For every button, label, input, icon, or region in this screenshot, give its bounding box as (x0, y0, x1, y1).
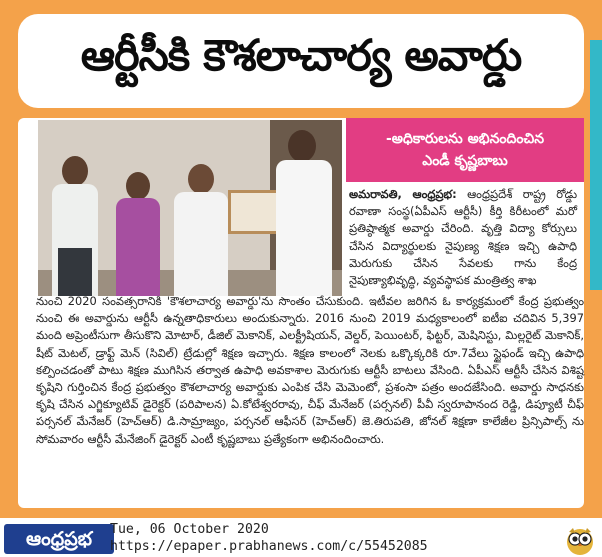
dateline: అమరావతి, ఆంధ్రప్రభ: (349, 187, 457, 201)
accent-strip (590, 40, 602, 290)
subheadline-line-2: ఎండీ కృష్ణబాబు (422, 153, 508, 169)
owl-mascot-icon[interactable] (564, 524, 596, 556)
subheadline-box (346, 118, 584, 182)
headline: ఆర్టీసీకి కౌశలాచార్య అవార్డు (80, 31, 522, 81)
footer-bar (0, 518, 602, 557)
subheadline-line-1: -అధికారులను అభినందించిన (385, 131, 545, 147)
article-side-body: ఆంధ్రప్రదేశ్ రాష్ట్ర రోడ్డు రవాణా సంస్థ(ఏపీఎస్ ఆర్టీసీ) కీర్తి కిరీటంలో మరో ప్రతిష్ఠాత్మక అవార్డు చేరింది. వృత్తి విద్యా కోర్సులు చేసిన విద్యార్థులకు నైపుణ్య శిక్షణ ఇచ్చి ఉపాధి మెరుగుకు చేసిన సేవలకు గాను కేంద్ర నైపుణ్యాభివృద్ధి, వ్యవస్థాపక మంత్రిత్వ శాఖ (349, 187, 578, 288)
edition-date: Tue, 06 October 2020 (110, 522, 269, 537)
article-text-full: నుంచి 2020 సంవత్సరానికి 'కౌశలాచార్య అవార్డు'ను సొంతం చేసుకుంది. ఇటీవల జరిగిన ఓ కార్యక్రమంలో కేంద్ర ప్రభుత్వం నుంచి ఈ అవార్డును ఆర్టీసీ ఉన్నతాధికారులు అందుకున్నారు. 2016 నుంచి 2019 మధ్యకాలంలో ఐటీఐ చదివిన 5,397 మంది అప్రెంటీసుగా తీసుకొని మోటార్, డీజిల్ మెకానిక్, ఎలక్ట్రీషియన్, వెల్డర్, పెయింటర్, ఫిట్టర్, మెషినిస్టు, మిల్లరైట్ మెకానిక్, షీట్ మెటల్, డ్రాఫ్ట్ మెన్ (సివిల్) ట్రేడుల్లో శిక్షణ ఇచ్చారు. శిక్షణ కాలంలో నెలకు ఒక్కొక్కరికి రూ.7వేలు స్టైఫండ్ ఇచ్చి ఉపాధి కల్పించడంతో పాటు శిక్షణ ముగిసిన తర్వాత ఉపాధి అవకాశాల మెరుగుకు ఆర్టీసీ బాటలు వేసింది. ఏపీఎస్ ఆర్టీసీ చేసిన విశిష్ట కృషిని గుర్తించిన కేంద్ర ప్రభుత్వం కౌశలాచార్య అవార్డుకు ఎంపిక చేసి మెమెంటో, ప్రశంసా పత్రం అందజేసింది. అవార్డు సాధనకు కృషి చేసిన ఎగ్జిక్యూటివ్ డైరెక్టర్ (పరిపాలన) ఏ.కోటేశ్వరరావు, చీఫ్ మేనేజర్ (పర్సనల్) పీవీ స్వరూపానంద రెడ్డి, డిప్యూటీ చీఫ్ పర్సనల్ మేనేజర్ (హెచ్ఆర్) డి.సామ్రాజ్యం, పర్సనల్ ఆఫీసర్ (హెచ్ఆర్) జె.తిరుపతి, జోనల్ శిక్షణా కాలేజీల ప్రిన్సిపాల్స్ ను సోమవారం ఆర్టీసీ మేనేజింగ్ డైరెక్టర్ ఎంటీ కృష్ణబాబు ప్రత్యేకంగా అభినందించారు. (36, 294, 584, 446)
award-photo (38, 120, 342, 296)
edition-url[interactable]: https://epaper.prabhanews.com/c/55452085 (110, 539, 428, 554)
headline-box (18, 14, 584, 108)
article-text-side (349, 186, 577, 289)
edition-meta (110, 521, 428, 555)
brand-logo[interactable]: ఆంధ్రప్రభ (4, 524, 114, 554)
